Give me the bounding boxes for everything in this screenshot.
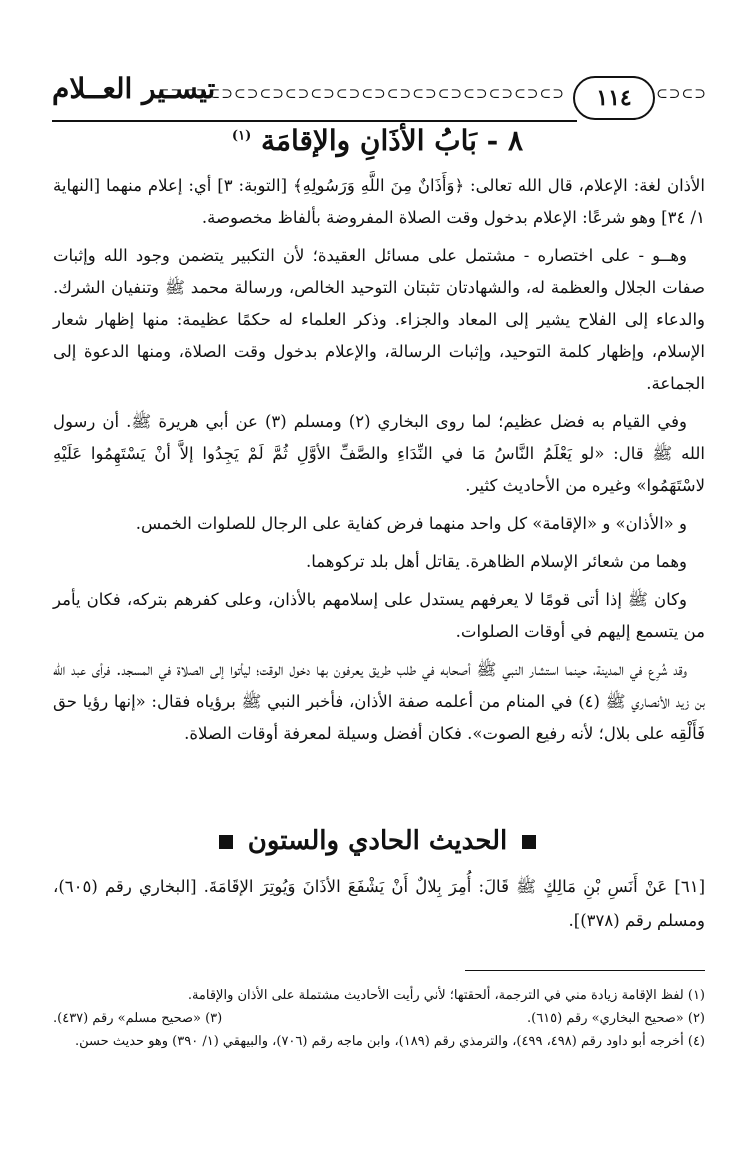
paragraph-definition: الأذان لغة: الإعلام، قال الله تعالى: ﴿وَأَذَانٌ مِنَ اللَّهِ وَرَسُولِهِ﴾ [التوبة: ٣] أي: إعلام منهما [النهاية ١/ ٣٤] وهو شرعًا: الإعلام بدخول وقت الصلاة المفروضة بألفاظ مخصوصة. xyxy=(53,176,706,227)
book-title: تيسـير العــلام xyxy=(52,72,216,105)
hadith-text: [٦١] عَنْ أَنَسِ بْنِ مَالِكٍ ﷺ قَالَ: أُمِرَ بِلالٌ أَنْ يَشْفَعَ الأذَانَ وَيُوتِرَ الإقَامَةَ. [البخاري رقم (٦٠٥)، ومسلم رقم (٣٧٨)]. xyxy=(53,877,705,930)
paragraph-practice: وكان ﷺ إذا أتى قومًا لا يعرفهم يستدل على إسلامهم بالأذان، وعلى كفرهم بتركه، فكان يأمر من يتسمع إليهم في أوقات الصلوات. xyxy=(53,590,705,641)
chapter-title-text: ٨ - بَابُ الأذَانِ والإقامَة xyxy=(260,124,524,157)
paragraph-rites: وهما من شعائر الإسلام الظاهرة. يقاتل أهل بلد تركوهما. xyxy=(306,552,687,571)
footnote-4: (٤) أخرجه أبو داود رقم (٤٩٨، ٤٩٩)، والترمذي رقم (١٨٩)، وابن ماجه رقم (٧٠٦)، والبيهقي (١/ ٣٩٠) وهو حديث حسن. xyxy=(75,1034,705,1049)
paragraph-origin: وقد شُرِع في المدينة، حينما استشار النبي ﷺ أصحابه في طلب طريق يعرفون بها دخول الوقت؛ ليأتوا إلى الصلاة في المسجد. فرأى عبد الله بن زيد الأنصاري ﷺ (٤) في المنام من أعلمه صفة الأذان، فأخبر النبي ﷺ برؤياه فقال: «إنها رؤيا حق فَأَلْقِه على بلال؛ لأنه رفيع الصوت». فكان أفضل وسيلة لمعرفة أوقات الصلاة. xyxy=(53,660,705,743)
header-ornament-right: ⊂⊃⊂⊃ xyxy=(656,86,707,102)
footnotes xyxy=(53,984,705,1053)
page-number-text: ١١٤ xyxy=(596,85,632,111)
square-bullet-icon xyxy=(219,835,233,849)
page-number xyxy=(573,76,655,120)
page-header xyxy=(52,72,707,132)
paragraph-ruling: و «الأذان» و «الإقامة» كل واحد منهما فرض كفاية على الرجال للصلوات الخمس. xyxy=(135,514,687,533)
chapter-title xyxy=(0,124,755,157)
footnote-3: (٣) «صحيح مسلم» رقم (٤٣٧). xyxy=(53,1011,223,1026)
header-rule xyxy=(52,120,577,122)
paragraph-creed: وهــو - على اختصاره - مشتمل على مسائل العقيدة؛ لأن التكبير يتضمن وجود الله وإثبات صفات الجلال والعظمة له، والشهادتان تثبتان التوحيد الخالص، ورسالة محمد ﷺ وتنفيان الشرك. والدعاء إلى الفلاح يشير إلى المعاد والجزاء. وذكر العلماء له حكمًا عظيمة: منها إظهار شعار الإسلام، وإظهار كلمة التوحيد، وإثبات الرسالة، والإعلام بدخول وقت الصلاة، ومنها الدعوة إلى الجماعة. xyxy=(53,246,705,393)
body-text xyxy=(53,170,705,756)
chapter-footnote-mark: (١) xyxy=(231,128,252,144)
footnote-1: (١) لفظ الإقامة زيادة مني في الترجمة، ألحقتها؛ لأني رأيت الأحاديث مشتملة على الأذان والإقامة. xyxy=(187,988,705,1003)
footnote-2: (٢) «صحيح البخاري» رقم (٦١٥). xyxy=(526,1011,705,1026)
hadith-heading xyxy=(0,826,755,856)
header-ornament-band: ⊂⊃⊂⊃⊂⊃⊂⊃⊂⊃⊂⊃⊂⊃⊂⊃⊂⊃⊂⊃⊂⊃⊂⊃⊂⊃⊂⊃⊂⊃⊂⊃ xyxy=(157,86,565,102)
square-bullet-icon xyxy=(522,835,536,849)
footnote-rule xyxy=(465,970,705,971)
paragraph-virtue: وفي القيام به فضل عظيم؛ لما روى البخاري (٢) ومسلم (٣) عن أبي هريرة ﷺ. أن رسول الله ﷺ قال: «لو يَعْلَمُ النَّاسُ مَا في النِّدَاءِ والصَّفِّ الأوَّلِ ثُمَّ لَمْ يَجِدُوا إلاَّ أنْ يَسْتَهِمُوا عَلَيْهِ لاسْتَهَمُوا» وغيره من الأحاديث كثير. xyxy=(53,412,705,495)
hadith-heading-text: الحديث الحادي والستون xyxy=(247,826,508,856)
footnote-row xyxy=(53,1007,705,1030)
